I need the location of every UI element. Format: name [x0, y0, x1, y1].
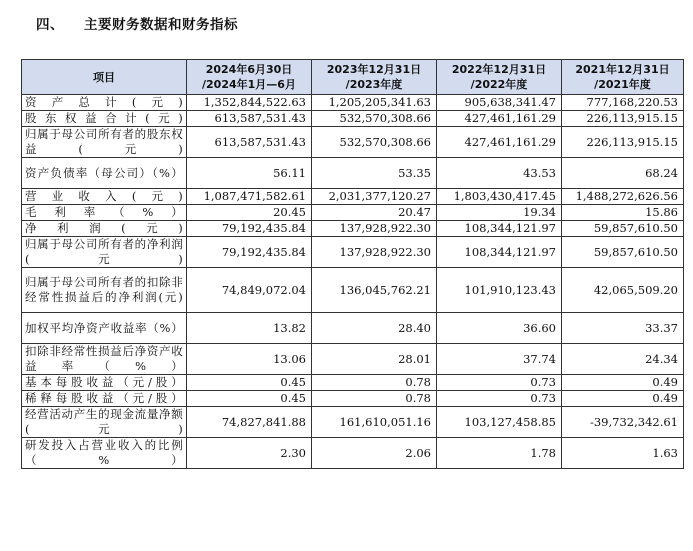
header-period-2024h1: 2024年6月30日 /2024年1月—6月: [187, 60, 312, 95]
cell-value: 108,344,121.97: [437, 221, 562, 237]
table-row: [22, 268, 684, 313]
cell-value: 1,352,844,522.63: [187, 95, 312, 111]
cell-value: 2.30: [187, 438, 312, 469]
cell-value: 1.78: [437, 438, 562, 469]
table-row: [22, 344, 684, 375]
table-row: [22, 127, 684, 158]
cell-value: 0.73: [437, 391, 562, 407]
section-heading: [36, 13, 238, 33]
cell-value: 0.78: [312, 375, 437, 391]
table-row: [22, 158, 684, 189]
cell-value: 33.37: [562, 313, 684, 344]
table-row: [22, 221, 684, 237]
row-label: 归属于母公司所有者的股东权益(元): [22, 127, 187, 158]
cell-value: 59,857,610.50: [562, 221, 684, 237]
cell-value: -39,732,342.61: [562, 407, 684, 438]
cell-value: 59,857,610.50: [562, 237, 684, 268]
table-row: [22, 313, 684, 344]
cell-value: 777,168,220.53: [562, 95, 684, 111]
table-row: [22, 438, 684, 469]
row-label: 研发投入占营业收入的比例（%）: [22, 438, 187, 469]
cell-value: 161,610,051.16: [312, 407, 437, 438]
cell-value: 74,849,072.04: [187, 268, 312, 313]
row-label: 资产总计(元): [22, 95, 187, 111]
row-label: 稀释每股收益（元/股）: [22, 391, 187, 407]
cell-value: 427,461,161.29: [437, 111, 562, 127]
cell-value: 37.74: [437, 344, 562, 375]
cell-value: 101,910,123.43: [437, 268, 562, 313]
cell-value: 0.78: [312, 391, 437, 407]
cell-value: 74,827,841.88: [187, 407, 312, 438]
cell-value: 226,113,915.15: [562, 111, 684, 127]
table-row: [22, 391, 684, 407]
cell-value: 24.34: [562, 344, 684, 375]
cell-value: 56.11: [187, 158, 312, 189]
cell-value: 905,638,341.47: [437, 95, 562, 111]
table-row: [22, 205, 684, 221]
table-row: [22, 237, 684, 268]
cell-value: 42,065,509.20: [562, 268, 684, 313]
header-period-2022: 2022年12月31日 /2022年度: [437, 60, 562, 95]
cell-value: 613,587,531.43: [187, 111, 312, 127]
cell-value: 532,570,308.66: [312, 127, 437, 158]
cell-value: 137,928,922.30: [312, 221, 437, 237]
cell-value: 20.45: [187, 205, 312, 221]
header-item: 项目: [22, 60, 187, 95]
cell-value: 79,192,435.84: [187, 221, 312, 237]
cell-value: 1,803,430,417.45: [437, 189, 562, 205]
row-label: 加权平均净资产收益率（%）: [22, 313, 187, 344]
cell-value: 15.86: [562, 205, 684, 221]
row-label: 股东权益合计(元): [22, 111, 187, 127]
financial-data-table: [21, 59, 684, 469]
section-number: 四、: [36, 17, 64, 33]
cell-value: 427,461,161.29: [437, 127, 562, 158]
cell-value: 0.45: [187, 391, 312, 407]
cell-value: 20.47: [312, 205, 437, 221]
cell-value: 19.34: [437, 205, 562, 221]
row-label: 净利润(元): [22, 221, 187, 237]
cell-value: 0.49: [562, 375, 684, 391]
cell-value: 36.60: [437, 313, 562, 344]
cell-value: 108,344,121.97: [437, 237, 562, 268]
cell-value: 1,087,471,582.61: [187, 189, 312, 205]
cell-value: 43.53: [437, 158, 562, 189]
row-label: 归属于母公司所有者的净利润(元): [22, 237, 187, 268]
table-row: [22, 189, 684, 205]
cell-value: 79,192,435.84: [187, 237, 312, 268]
cell-value: 2.06: [312, 438, 437, 469]
cell-value: 136,045,762.21: [312, 268, 437, 313]
cell-value: 13.82: [187, 313, 312, 344]
table-row: [22, 111, 684, 127]
cell-value: 2,031,377,120.27: [312, 189, 437, 205]
section-title: 主要财务数据和财务指标: [84, 17, 238, 33]
cell-value: 28.01: [312, 344, 437, 375]
row-label: 毛利率（%）: [22, 205, 187, 221]
cell-value: 103,127,458.85: [437, 407, 562, 438]
row-label: 营业收入(元): [22, 189, 187, 205]
cell-value: 68.24: [562, 158, 684, 189]
cell-value: 613,587,531.43: [187, 127, 312, 158]
table-header-row: [22, 60, 684, 95]
cell-value: 226,113,915.15: [562, 127, 684, 158]
cell-value: 13.06: [187, 344, 312, 375]
cell-value: 53.35: [312, 158, 437, 189]
cell-value: 28.40: [312, 313, 437, 344]
row-label: 归属于母公司所有者的扣除非经常性损益后的净利润(元): [22, 268, 187, 313]
table-row: [22, 95, 684, 111]
cell-value: 1,205,205,341.63: [312, 95, 437, 111]
row-label: 基本每股收益（元/股）: [22, 375, 187, 391]
header-period-2023: 2023年12月31日 /2023年度: [312, 60, 437, 95]
cell-value: 0.73: [437, 375, 562, 391]
cell-value: 1,488,272,626.56: [562, 189, 684, 205]
row-label: 资产负债率（母公司）（%）: [22, 158, 187, 189]
header-period-2021: 2021年12月31日 /2021年度: [562, 60, 684, 95]
table-row: [22, 407, 684, 438]
cell-value: 1.63: [562, 438, 684, 469]
row-label: 扣除非经常性损益后净资产收益率（%）: [22, 344, 187, 375]
row-label: 经营活动产生的现金流量净额(元): [22, 407, 187, 438]
cell-value: 532,570,308.66: [312, 111, 437, 127]
cell-value: 0.49: [562, 391, 684, 407]
table-row: [22, 375, 684, 391]
cell-value: 0.45: [187, 375, 312, 391]
cell-value: 137,928,922.30: [312, 237, 437, 268]
